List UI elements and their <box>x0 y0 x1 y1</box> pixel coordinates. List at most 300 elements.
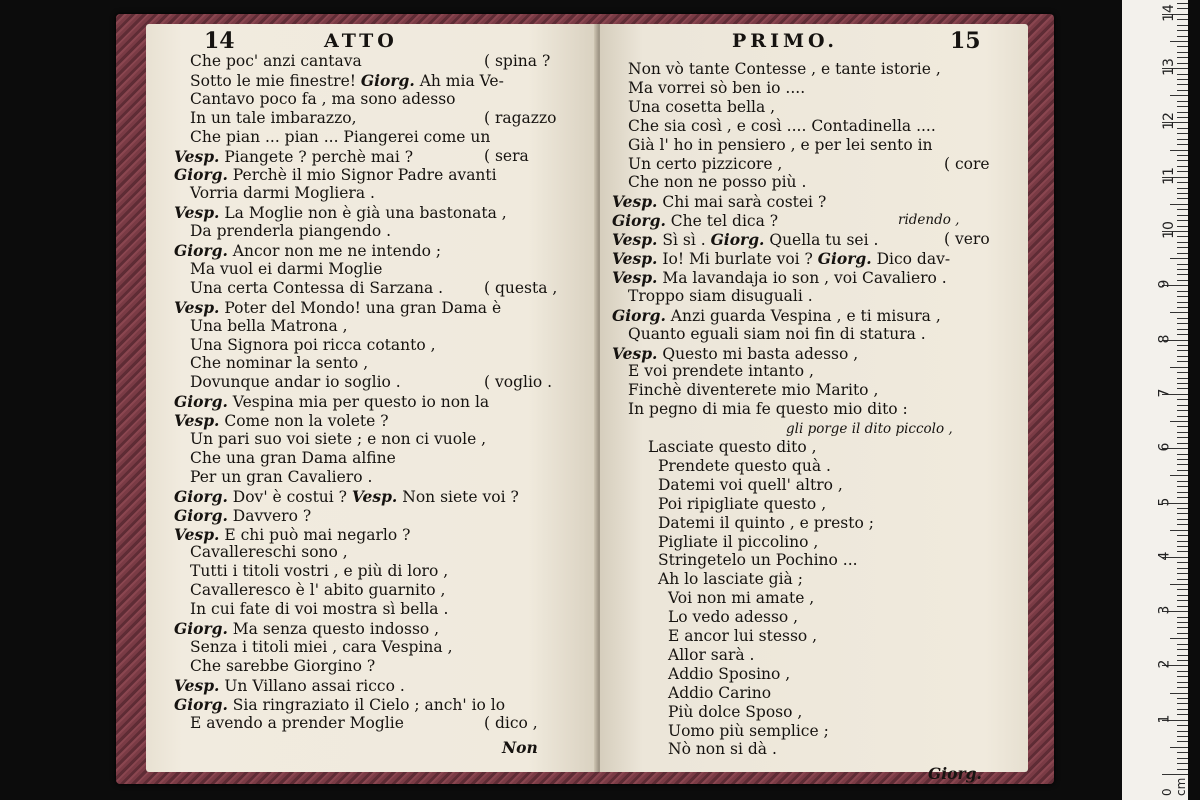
ruler-number: 12 <box>1160 112 1177 131</box>
right-page-number: 15 <box>950 28 981 54</box>
text-line <box>612 249 950 269</box>
line-text: Addio Sposino , <box>668 664 791 683</box>
ruler-tick <box>1177 524 1188 525</box>
line-text: Ancor non me ne intendo ; <box>227 242 442 260</box>
ruler-tick <box>1170 693 1188 694</box>
line-text: Prendete questo quà . <box>658 456 831 475</box>
ruler-tick <box>1177 758 1188 759</box>
ruler-tick <box>1177 274 1188 275</box>
speaker-label: Giorg. <box>710 230 765 250</box>
line-text: In un tale imbarazzo, <box>190 108 357 127</box>
right-catchword: Giorg. <box>928 764 982 783</box>
text-line <box>190 638 453 657</box>
ruler-tick <box>1170 258 1188 259</box>
ruler-tick <box>1177 3 1188 4</box>
line-text: Sotto le mie finestre! <box>190 71 361 90</box>
ruler-tick <box>1177 209 1188 210</box>
speaker-label: Vesp. <box>174 675 220 695</box>
ruler-tick <box>1177 264 1188 265</box>
text-line <box>628 60 941 79</box>
text-line <box>628 117 936 136</box>
line-text: Senza i titoli miei , cara Vespina , <box>190 637 453 656</box>
ruler-number: 3 <box>1156 605 1173 615</box>
line-text: Una cosetta bella , <box>628 97 776 116</box>
ruler-tick <box>1177 497 1188 498</box>
line-text: Lo vedo adesso , <box>668 608 799 627</box>
text-line <box>190 430 486 449</box>
ruler-tick <box>1177 323 1188 324</box>
speaker-label: Giorg. <box>612 211 666 231</box>
ruler-tick <box>1177 627 1188 628</box>
line-text: E voi prendete intanto , <box>628 362 814 381</box>
ruler-number: 10 <box>1160 221 1177 239</box>
ruler-tick <box>1177 242 1188 243</box>
speaker-label: Giorg. <box>612 305 666 325</box>
left-catchword: Non <box>502 738 538 757</box>
text-line <box>612 268 947 288</box>
line-text: E avendo a prender Moglie <box>190 713 404 732</box>
ruler-tick <box>1177 345 1188 346</box>
line-text: Piangete ? perchè mai ? <box>219 147 414 166</box>
ruler-tick <box>1170 367 1188 368</box>
ruler-tick <box>1177 606 1188 607</box>
speaker-label: Vesp. <box>612 343 658 363</box>
ruler-tick <box>1177 52 1188 53</box>
line-text: Ah mia Ve- <box>414 71 504 90</box>
ruler-tick <box>1177 128 1188 129</box>
ruler-tick <box>1177 725 1188 726</box>
ruler-tick <box>1170 312 1188 313</box>
line-text: Ah lo lasciate già ; <box>658 570 803 589</box>
ruler-tick <box>1177 291 1188 292</box>
text-line <box>658 514 874 533</box>
text-line <box>190 373 553 392</box>
line-text: Nò non si dà . <box>668 740 777 759</box>
ruler-tick <box>1177 492 1188 493</box>
line-text: Che sarebbe Giorgino ? <box>190 656 376 675</box>
ruler-tick <box>1177 459 1188 460</box>
ruler-tick <box>1177 101 1188 102</box>
line-text: Chi mai sarà costei ? <box>657 193 827 212</box>
ruler-tick <box>1177 562 1188 563</box>
line-text: Anzi guarda Vespina , e ti misura , <box>665 306 941 325</box>
line-text: Che una gran Dama alfine <box>190 448 396 467</box>
ruler-tick <box>1177 508 1188 509</box>
ruler-tick <box>1177 731 1188 732</box>
ruler-tick <box>1177 318 1188 319</box>
line-text: Non siete voi ? <box>397 487 519 506</box>
ruler-tick <box>1177 741 1188 742</box>
text-line <box>174 165 497 185</box>
ruler-tick <box>1177 579 1188 580</box>
ruler-tick <box>1177 698 1188 699</box>
ruler-tick <box>1177 302 1188 303</box>
line-text: Vorria darmi Mogliera . <box>190 184 375 203</box>
ruler-tick <box>1177 432 1188 433</box>
line-text: Una Signora poi ricca cotanto , <box>190 335 436 354</box>
text-line <box>668 665 790 684</box>
ruler-tick <box>1177 573 1188 574</box>
line-text: Dov' è costui ? <box>227 487 352 506</box>
ruler-tick <box>1177 535 1188 536</box>
speaker-label: Giorg. <box>174 619 228 638</box>
ruler-tick <box>1177 676 1188 677</box>
ruler-tick <box>1177 454 1188 455</box>
ruler-tick <box>1177 568 1188 569</box>
text-line <box>658 533 818 552</box>
text-line <box>190 90 456 109</box>
ruler-tick <box>1177 687 1188 688</box>
ruler-tick <box>1177 30 1188 31</box>
line-text: Dovunque andar io soglio . <box>190 373 401 392</box>
ruler-tick <box>1177 660 1188 661</box>
turnover-word: ( core <box>944 154 990 173</box>
text-line <box>612 211 960 231</box>
text-line <box>174 203 507 223</box>
line-text: Che poc' anzi cantava <box>190 52 362 70</box>
ruler-tick <box>1170 584 1188 585</box>
text-line <box>190 600 448 619</box>
ruler-tick <box>1177 8 1188 9</box>
turnover-word: ( questa , <box>484 278 558 297</box>
ruler-tick <box>1177 443 1188 444</box>
line-text: Che sia così , e così .... Contadinella .... <box>628 116 936 135</box>
line-text: Sì sì . <box>657 231 711 250</box>
text-line <box>190 278 558 298</box>
left-page-header: ATTO <box>324 30 398 52</box>
line-text: In pegno di mia fe questo mio dito : <box>628 400 908 419</box>
text-line <box>174 146 529 167</box>
ruler-tick <box>1170 530 1188 531</box>
line-text: Dico dav- <box>871 250 951 268</box>
text-line <box>174 298 501 318</box>
ruler-tick <box>1177 470 1188 471</box>
ruler-tick <box>1177 144 1188 145</box>
text-line <box>668 684 771 703</box>
ruler-tick <box>1177 19 1188 20</box>
text-line <box>658 551 858 570</box>
speaker-label: Giorg. <box>174 505 228 525</box>
speaker-label: Vesp. <box>612 267 658 287</box>
turnover-word: ( sera <box>484 146 529 165</box>
text-line <box>612 230 990 250</box>
text-line <box>648 438 817 457</box>
ruler-tick <box>1170 638 1188 639</box>
line-text: Non vò tante Contesse , e tante istorie , <box>628 60 941 78</box>
ruler-tick <box>1177 106 1188 107</box>
text-line <box>668 703 802 722</box>
turnover-word: ( spina ? <box>484 52 551 70</box>
ruler-tick <box>1177 426 1188 427</box>
ruler-tick <box>1177 682 1188 683</box>
speaker-label: Giorg. <box>174 241 228 260</box>
ruler-number: 1 <box>1156 714 1173 724</box>
text-line <box>628 154 990 174</box>
turnover-word: ( vero <box>944 230 990 249</box>
ruler-tick <box>1177 25 1188 26</box>
line-text: Ma senza questo indosso , <box>227 620 440 638</box>
text-line <box>786 419 953 439</box>
speaker-label: Vesp. <box>174 297 220 317</box>
speaker-label: Giorg. <box>817 249 872 268</box>
text-line <box>190 71 504 91</box>
ruler-tick <box>1177 198 1188 199</box>
ruler-tick <box>1177 546 1188 547</box>
ruler-tick <box>1177 236 1188 237</box>
line-text: Un certo pizzicore , <box>628 154 783 173</box>
line-text: Più dolce Sposo , <box>668 702 803 721</box>
line-text: Che tel dica ? <box>665 212 779 231</box>
line-text: Io! Mi burlate voi ? <box>657 250 818 268</box>
ruler-tick <box>1177 63 1188 64</box>
ruler-number: 6 <box>1156 442 1173 452</box>
ruler-tick <box>1177 280 1188 281</box>
ruler-tick <box>1177 644 1188 645</box>
ruler-tick <box>1177 399 1188 400</box>
text-line <box>628 400 908 419</box>
ruler-tick <box>1177 437 1188 438</box>
ruler-tick <box>1177 595 1188 596</box>
ruler-tick <box>1177 551 1188 552</box>
line-text: Lasciate questo dito , <box>648 438 817 456</box>
line-text: Ma vuol ei darmi Moglie <box>190 259 383 278</box>
line-text: Quanto eguali siam noi fin di statura . <box>628 324 926 343</box>
ruler-tick <box>1177 481 1188 482</box>
text-line <box>668 722 829 741</box>
text-line <box>190 52 551 71</box>
ruler-tick <box>1177 703 1188 704</box>
speaker-label: Giorg. <box>174 392 228 412</box>
measuring-ruler <box>1122 0 1188 800</box>
text-line <box>174 506 311 526</box>
line-text: E chi può mai negarlo ? <box>219 525 411 544</box>
ruler-tick <box>1177 633 1188 634</box>
stage-direction: gli porge il dito piccolo , <box>786 421 953 438</box>
ruler-tick <box>1177 356 1188 357</box>
ruler-tick <box>1177 513 1188 514</box>
ruler-tick <box>1170 41 1188 42</box>
speaker-label: Vesp. <box>351 486 398 506</box>
text-line <box>190 657 375 676</box>
ruler-tick <box>1177 350 1188 351</box>
text-line <box>612 306 941 326</box>
ruler-tick <box>1177 171 1188 172</box>
text-line <box>190 543 348 562</box>
ruler-tick <box>1177 188 1188 189</box>
right-page-header: PRIMO. <box>732 30 839 52</box>
text-line <box>190 108 557 128</box>
speaker-label: Giorg. <box>174 694 228 714</box>
text-line <box>658 457 831 476</box>
speaker-label: Vesp. <box>612 192 658 212</box>
ruler-tick <box>1177 90 1188 91</box>
text-line <box>174 411 389 431</box>
ruler-tick <box>1177 617 1188 618</box>
line-text: Un Villano assai ricco . <box>219 676 405 695</box>
ruler-tick <box>1177 378 1188 379</box>
text-line <box>174 619 439 639</box>
text-line <box>174 676 405 696</box>
ruler-tick <box>1177 655 1188 656</box>
text-line <box>658 476 843 495</box>
text-line <box>668 646 754 665</box>
text-line <box>190 260 382 279</box>
text-line <box>190 128 490 147</box>
line-text: Già l' ho in pensiero , e per lei sento in <box>628 135 933 154</box>
ruler-tick <box>1177 247 1188 248</box>
ruler-unit-label: 0 cm <box>1160 777 1188 796</box>
ruler-tick <box>1177 736 1188 737</box>
line-text: La Moglie non è già una bastonata , <box>219 204 507 223</box>
left-page <box>146 24 596 772</box>
speaker-label: Vesp. <box>612 249 658 268</box>
ruler-tick <box>1177 714 1188 715</box>
ruler-tick <box>1177 372 1188 373</box>
ruler-tick <box>1177 220 1188 221</box>
speaker-label: Giorg. <box>360 70 415 90</box>
ruler-number: 9 <box>1156 279 1173 289</box>
ruler-tick <box>1177 182 1188 183</box>
ruler-tick <box>1170 95 1188 96</box>
text-line <box>612 192 826 212</box>
line-text: Allor sarà . <box>668 645 755 664</box>
ruler-tick <box>1177 410 1188 411</box>
ruler-tick <box>1177 388 1188 389</box>
speaker-label: Giorg. <box>174 165 228 185</box>
ruler-tick <box>1177 383 1188 384</box>
ruler-tick <box>1177 763 1188 764</box>
ruler-tick <box>1170 747 1188 748</box>
ruler-tick <box>1177 226 1188 227</box>
line-text: Una bella Matrona , <box>190 316 348 335</box>
line-text: Datemi voi quell' altro , <box>658 475 843 494</box>
text-line <box>628 173 806 192</box>
ruler-number: 5 <box>1156 497 1173 506</box>
right-page <box>600 24 1028 783</box>
line-text: Questo mi basta adesso , <box>657 344 859 363</box>
ruler-tick <box>1177 57 1188 58</box>
text-line <box>658 570 803 589</box>
ruler-tick <box>1170 150 1188 151</box>
line-text: Cavalleresco è l' abito guarnito , <box>190 581 446 600</box>
ruler-tick <box>1177 155 1188 156</box>
ruler-number: 7 <box>1156 388 1173 398</box>
turnover-word: ( dico , <box>484 713 538 732</box>
ruler-tick <box>1177 139 1188 140</box>
line-text: Ma vorrei sò ben io .... <box>628 78 806 97</box>
ruler-tick <box>1177 405 1188 406</box>
text-line <box>190 468 372 487</box>
text-line <box>190 354 368 373</box>
ruler-number: 11 <box>1160 166 1177 185</box>
ruler-tick <box>1177 671 1188 672</box>
line-text: Da prenderla piangendo . <box>190 222 392 241</box>
speaker-label: Vesp. <box>174 411 220 431</box>
ruler-tick <box>1177 74 1188 75</box>
ruler-tick <box>1177 361 1188 362</box>
line-text: Troppo siam disuguali . <box>628 286 813 305</box>
line-text: In cui fate di voi mostra sì bella . <box>190 600 449 619</box>
line-text: Uomo più semplice ; <box>668 721 829 740</box>
turnover-word: ( ragazzo <box>484 108 557 127</box>
line-text: Poter del Mondo! una gran Dama è <box>219 298 502 317</box>
text-line <box>190 581 445 600</box>
ruler-tick <box>1177 117 1188 118</box>
ruler-tick <box>1177 307 1188 308</box>
line-text: Cavallereschi sono , <box>190 543 348 562</box>
turnover-word: ( voglio . <box>484 373 553 392</box>
ruler-tick <box>1177 600 1188 601</box>
line-text: Per un gran Cavaliero . <box>190 467 373 486</box>
ruler-number: 14 <box>1160 3 1177 22</box>
text-line <box>628 325 926 344</box>
line-text: Ma lavandaja io son , voi Cavaliero . <box>657 268 947 287</box>
ruler-tick <box>1177 486 1188 487</box>
line-text: Un pari suo voi siete ; e non ci vuole , <box>190 430 487 448</box>
line-text: Perchè il mio Signor Padre avanti <box>227 166 497 185</box>
text-line <box>190 317 348 336</box>
ruler-tick <box>1177 193 1188 194</box>
ruler-tick <box>1177 79 1188 80</box>
stage-direction: ridendo , <box>898 212 960 229</box>
ruler-tick <box>1177 133 1188 134</box>
text-line <box>668 608 798 627</box>
text-line <box>628 136 933 155</box>
ruler-tick <box>1177 709 1188 710</box>
ruler-number: 4 <box>1156 551 1173 561</box>
ruler-number: 8 <box>1156 334 1173 344</box>
line-text: Che pian ... pian ... Piangerei come un <box>190 127 491 146</box>
line-text: Sia ringraziato il Cielo ; anch' io lo <box>227 695 506 714</box>
line-text: E ancor lui stesso , <box>668 627 818 645</box>
text-line <box>174 525 410 545</box>
text-line <box>190 562 448 581</box>
text-line <box>628 98 775 117</box>
text-line <box>668 627 817 646</box>
speaker-label: Vesp. <box>174 524 220 544</box>
ruler-tick <box>1177 84 1188 85</box>
text-line <box>668 589 814 608</box>
text-line <box>628 381 878 400</box>
line-text: Quella tu sei . <box>764 231 879 250</box>
line-text: Vespina mia per questo io non la <box>227 393 490 412</box>
text-line <box>190 184 375 203</box>
ruler-tick <box>1177 46 1188 47</box>
line-text: Che nominar la sento , <box>190 354 369 373</box>
text-line <box>658 495 826 514</box>
line-text: Finchè diventerete mio Marito , <box>628 381 879 400</box>
ruler-tick <box>1177 519 1188 520</box>
line-text: Che non ne posso più . <box>628 173 807 192</box>
text-line <box>628 79 805 98</box>
ruler-tick <box>1177 649 1188 650</box>
text-line <box>190 713 538 733</box>
ruler-tick <box>1177 296 1188 297</box>
ruler-tick <box>1170 421 1188 422</box>
ruler-tick <box>1170 204 1188 205</box>
line-text: Datemi il quinto , e presto ; <box>658 513 874 532</box>
text-line <box>190 449 396 468</box>
line-text: Cantavo poco fa , ma sono adesso <box>190 89 456 108</box>
ruler-tick <box>1170 475 1188 476</box>
ruler-tick <box>1177 329 1188 330</box>
line-text: Davvero ? <box>227 506 312 525</box>
left-page-number: 14 <box>204 28 235 54</box>
ruler-tick <box>1177 36 1188 37</box>
text-line <box>174 241 441 261</box>
line-text: Come non la volete ? <box>219 412 389 431</box>
ruler-tick <box>1177 215 1188 216</box>
